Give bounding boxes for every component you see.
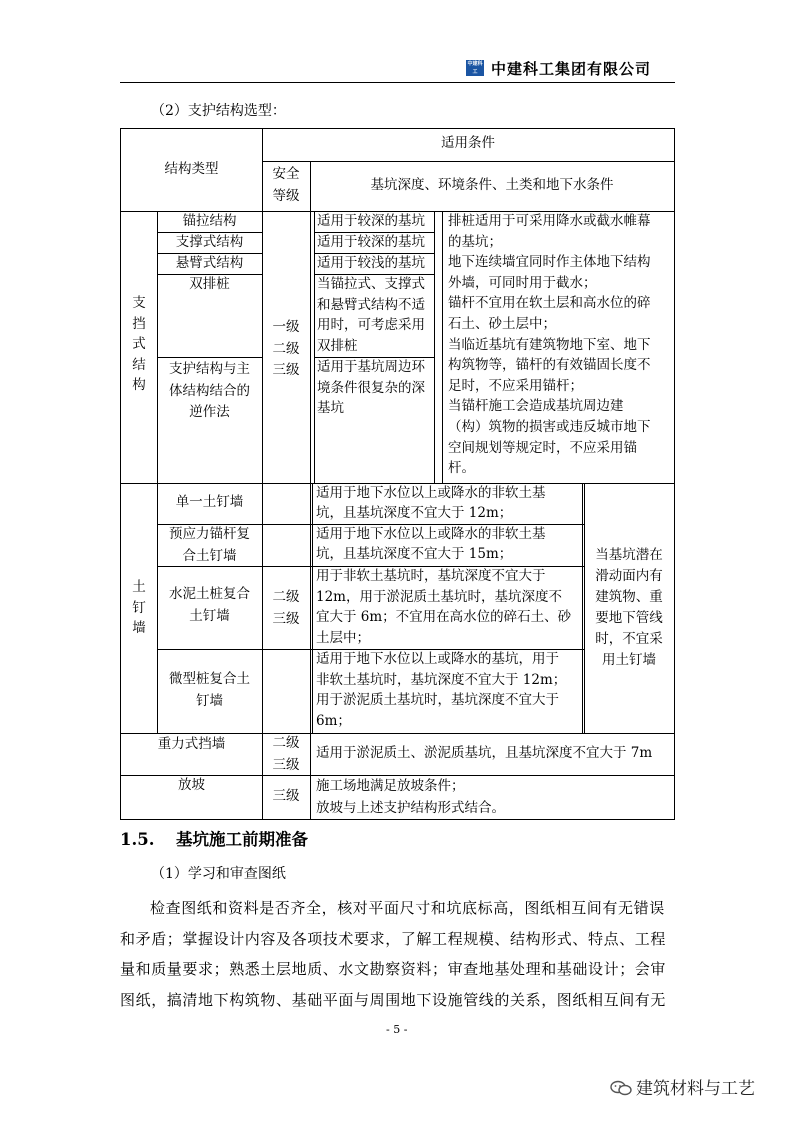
grid-line xyxy=(582,483,583,733)
th-safety-grade: 安全 等级 xyxy=(272,166,300,204)
cond-top-down: 适用于基坑周边环 境条件很复杂的深 基坑 xyxy=(317,359,425,416)
group-label-soil-nail: 土 钉 墙 xyxy=(132,579,146,636)
grid-line xyxy=(312,483,313,733)
support-structure-table xyxy=(120,128,675,820)
grid-line xyxy=(157,211,158,733)
type-cement-soil-pile: 水泥土桩复合 土钉墙 xyxy=(169,586,250,624)
grade-group1: 一级 二级 三级 xyxy=(272,319,300,378)
th-conditions: 适用条件 xyxy=(441,135,495,151)
grid-line xyxy=(157,357,262,358)
subheading: （2）支护结构选型： xyxy=(151,103,286,119)
grade-slope: 三级 xyxy=(272,788,300,804)
cond-anchored: 适用于较深的基坑 xyxy=(317,213,425,229)
grid-line xyxy=(121,733,674,734)
company-logo: 中建科工 xyxy=(467,61,483,75)
type-top-down: 支护结构与主 体结构结合的 逆作法 xyxy=(169,361,250,420)
grid-line xyxy=(157,566,584,567)
grid-line xyxy=(314,232,434,233)
wechat-icon xyxy=(610,1080,632,1096)
grid-line xyxy=(157,649,584,650)
cond-slope: 施工场地满足放坡条件； 放坡与上述支护结构形式结合。 xyxy=(316,778,505,816)
grid-line xyxy=(121,211,674,212)
type-slope: 放坡 xyxy=(178,777,205,793)
type-gravity-wall: 重力式挡墙 xyxy=(157,736,226,752)
type-anchored: 锚拉结构 xyxy=(182,213,237,229)
cond-double-row-pile: 当锚拉式、支撑式 和悬臂式结构不适 用时，可考虑采用 双排桩 xyxy=(317,276,425,354)
grid-line xyxy=(314,211,315,483)
body-paragraph: 检查图纸和资料是否齐全，核对平面尺寸和坑底标高，图纸相互间有无错误 和矛盾；掌握设计内容及各项技术要求，了解工程规模、结构形式、特点、工程 量和质量要求；熟悉土层地质、水文勘察资料；审查地基处理和基础设计；会审 图纸，搞清地下构筑物、基础平面与周围地下设施管线的关系，图纸相互间有无 xyxy=(120,899,667,1009)
grid-line xyxy=(314,253,434,254)
grid-line xyxy=(584,483,585,733)
page-number: - 5 - xyxy=(386,1023,408,1036)
grid-line xyxy=(314,357,434,358)
cond-cement-soil-pile: 用于非软土基坑时，基坑深度不宜大于 12m，用于淤泥质土基坑时，基坑深度不 宜大于 6m；不宜用在高水位的碎石土、砂 土层中； xyxy=(316,568,572,646)
cond-braced: 适用于较深的基坑 xyxy=(317,234,425,250)
paragraph-heading: （1）学习和审查图纸 xyxy=(151,866,286,882)
grid-line xyxy=(262,161,674,162)
type-double-row-pile: 双排桩 xyxy=(189,276,230,292)
grid-line xyxy=(121,775,674,776)
th-depth-env: 基坑深度、环境条件、土类和地下水条件 xyxy=(370,177,614,193)
type-single-soil-nail: 单一土钉墙 xyxy=(175,494,244,510)
header-rule xyxy=(120,82,675,83)
grid-line xyxy=(262,129,263,819)
notes-group1: 排桩适用于可采用降水或截水帷幕 的基坑； 地下连续墙宜同时作主体地下结构 外墙，可同时用于截水； 锚杆不宜用在软土层和高水位的碎 石土、砂土层中； 当临近基坑有建筑物地下室、地下 构筑物等，锚杆的有效锚固长度不 足时，不应采用锚杆； 当锚杆施工会造成基坑周边建 （构）筑物的损害或违反城市地下 空间规划等规定时，不应采用锚 杆。 xyxy=(448,213,651,477)
cond-cantilever: 适用于较浅的基坑 xyxy=(317,255,425,271)
type-micro-pile: 微型桩复合土 钉墙 xyxy=(169,671,250,709)
th-structure-type: 结构类型 xyxy=(164,161,219,177)
grid-line xyxy=(157,524,584,525)
cond-prestressed-anchor: 适用于地下水位以上或降水的非软土基 坑，且基坑深度不宜大于 15m； xyxy=(316,526,546,562)
grid-line xyxy=(121,483,674,484)
group-label-retaining: 支 挡 式 结 构 xyxy=(132,295,146,393)
grade-gravity-wall: 二级 三级 xyxy=(272,735,300,773)
cond-micro-pile: 适用于地下水位以上或降水的基坑，用于 非软土基坑时，基坑深度不宜大于 12m； 用于淤泥质土基坑时，基坑深度不宜大于 6m； xyxy=(316,651,567,729)
grid-line xyxy=(434,211,435,483)
grid-line xyxy=(157,232,262,233)
grid-line xyxy=(157,274,262,275)
note-group2: 当基坑潜在 滑动面内有 建筑物、重 要地下管线 时，不宜采 用土钉墙 xyxy=(595,547,663,668)
company-name: 中建科工集团有限公司 xyxy=(491,60,652,78)
section-heading: 1.5. 基坑施工前期准备 xyxy=(120,830,308,849)
grid-line xyxy=(157,253,262,254)
type-cantilever: 悬臂式结构 xyxy=(175,255,244,271)
cond-single-soil-nail: 适用于地下水位以上或降水的非软土基 坑，且基坑深度不宜大于 12m； xyxy=(316,485,546,521)
watermark: 建筑材料与工艺 xyxy=(610,1074,755,1099)
type-prestressed-anchor: 预应力锚杆复 合土钉墙 xyxy=(169,526,250,564)
grade-group2: 二级 三级 xyxy=(272,589,300,627)
grid-line xyxy=(314,274,434,275)
cond-gravity-wall: 适用于淤泥质土、淤泥质基坑，且基坑深度不宜大于 7m xyxy=(316,745,653,761)
type-braced: 支撑式结构 xyxy=(175,234,244,250)
grid-line xyxy=(310,161,311,819)
grid-line xyxy=(442,211,443,483)
